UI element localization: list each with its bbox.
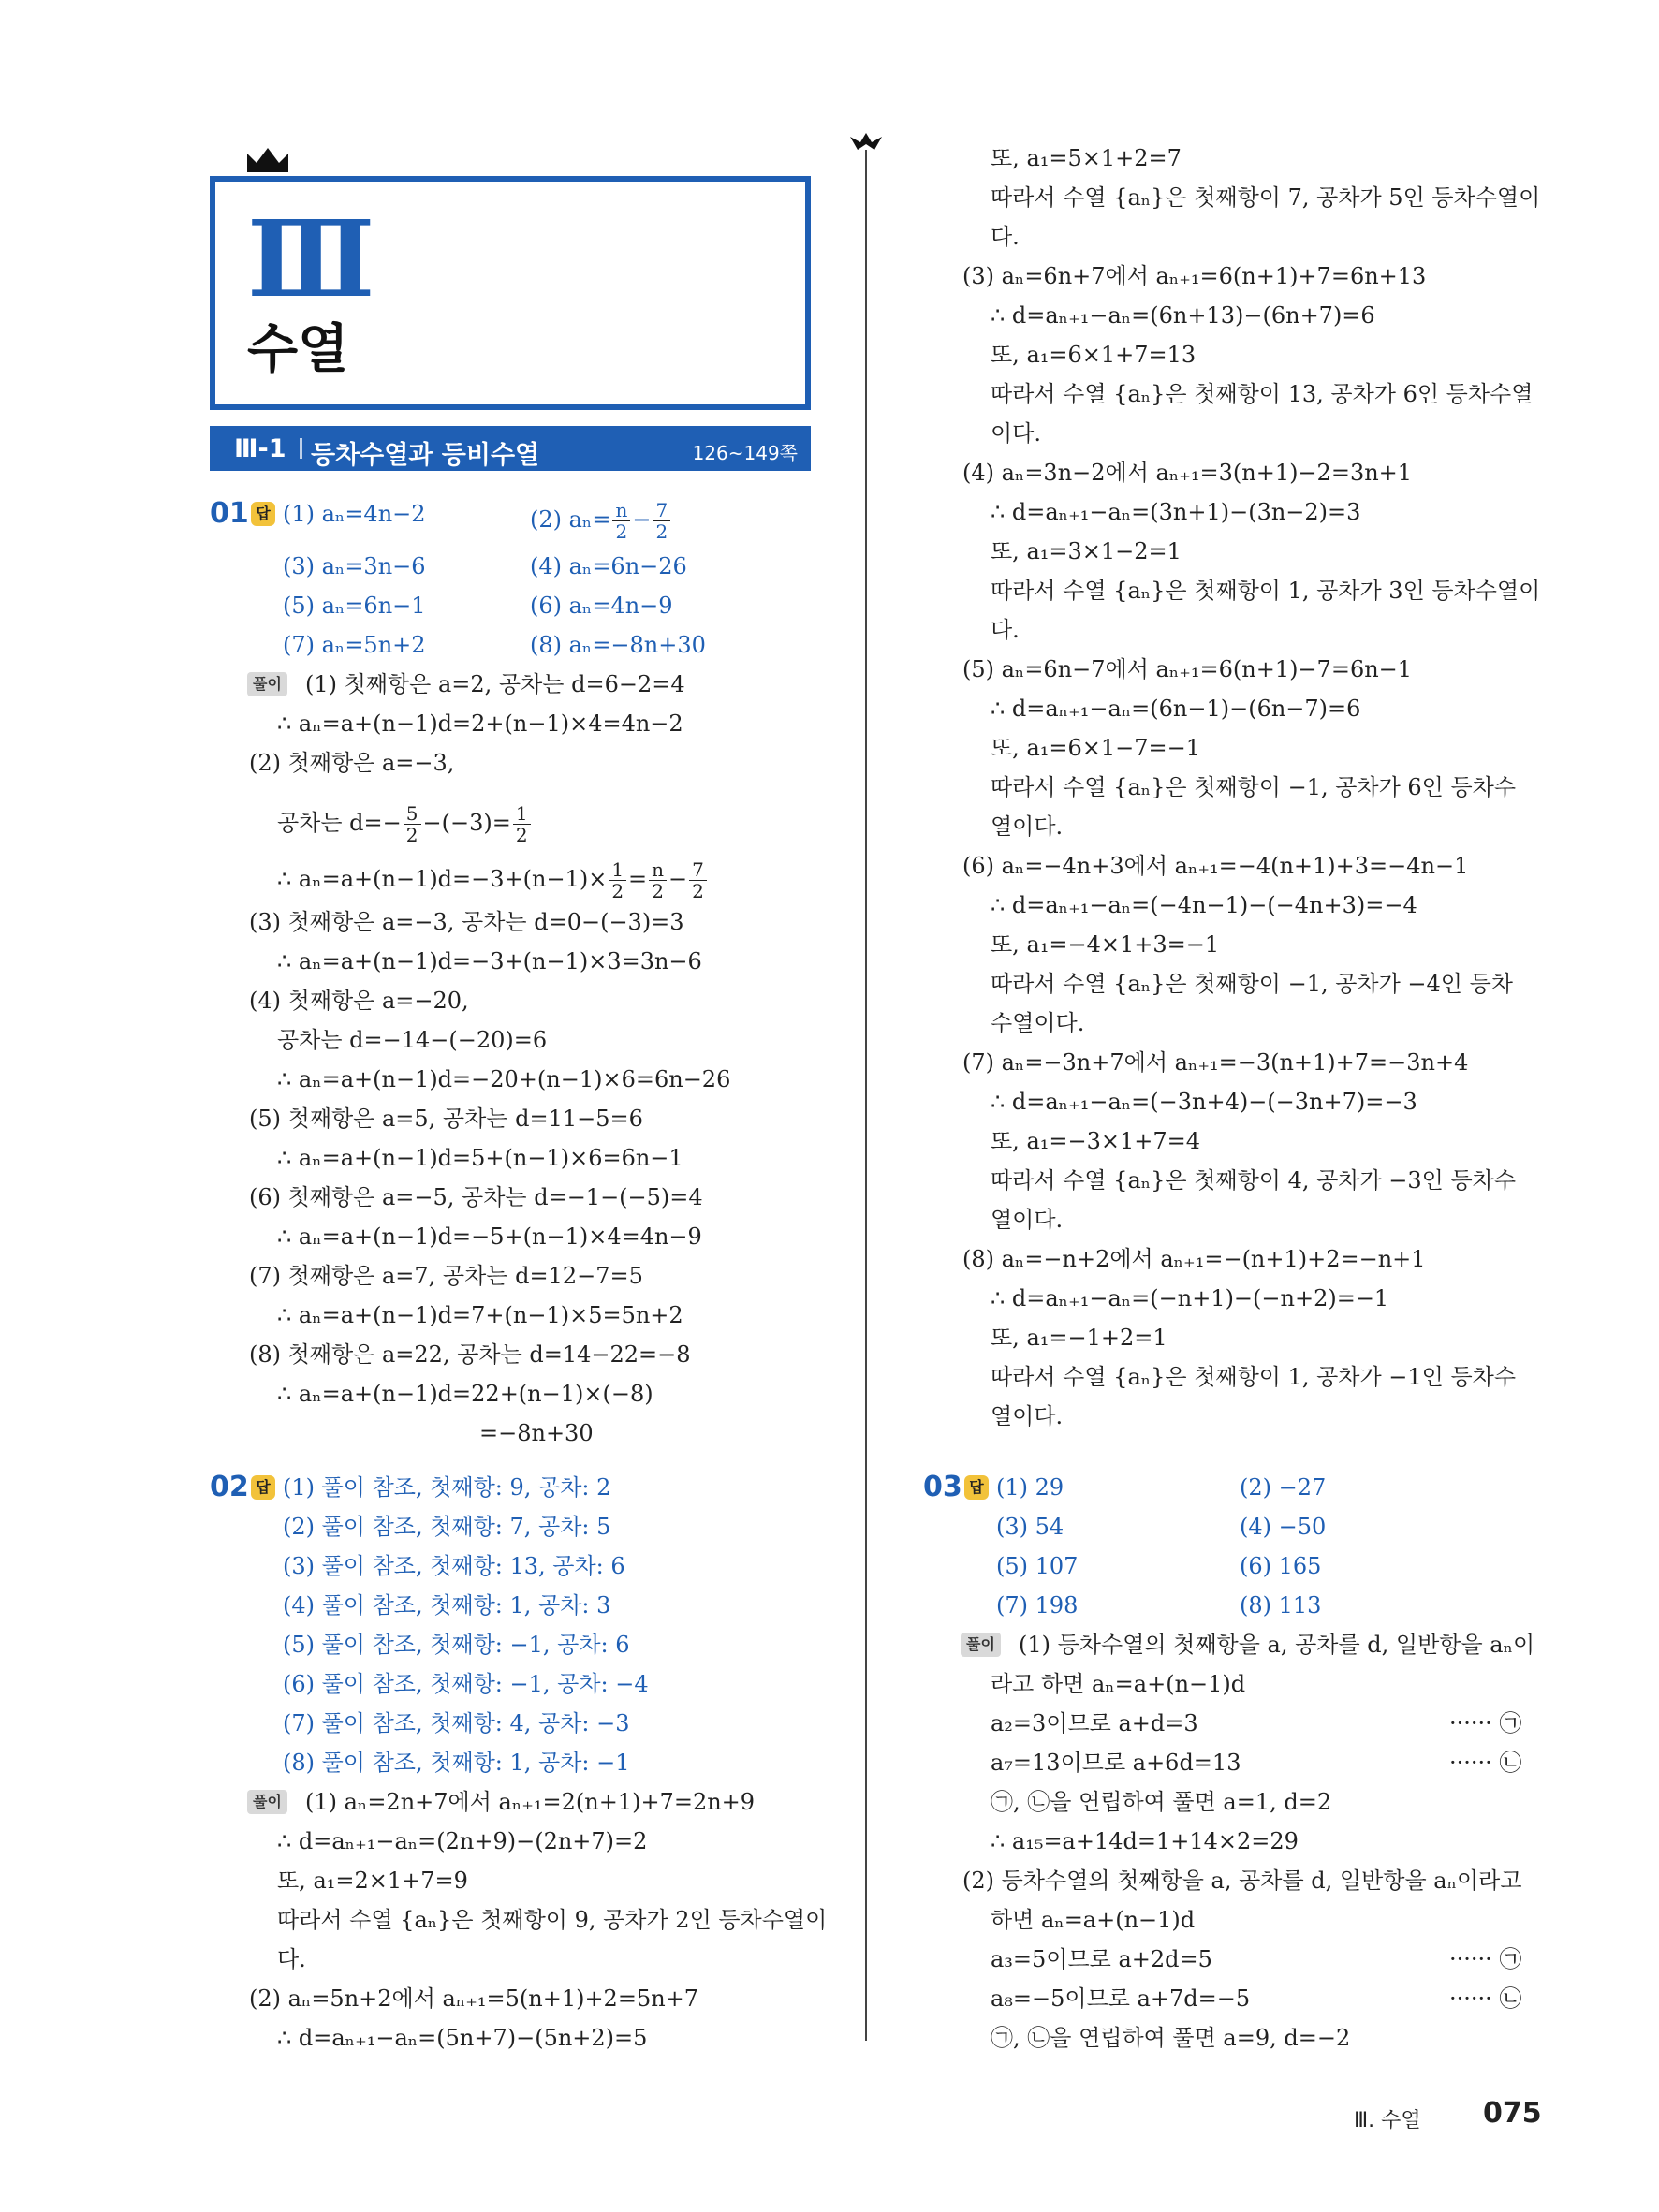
q01-sol-line: ∴ aₙ=a+(n−1)d=2+(n−1)×4=4n−2 bbox=[277, 710, 683, 737]
right-sol-line: (8) aₙ=−n+2에서 aₙ₊₁=−(n+1)+2=−n+1 bbox=[962, 1246, 1426, 1272]
q03-sol-line: a₂=3이므로 a+d=3 bbox=[991, 1710, 1198, 1736]
fraction: $\frac{7}{2}$ bbox=[653, 500, 670, 542]
q03-sol-line: (1) 등차수열의 첫째항을 a, 공차를 d, 일반항을 aₙ이 bbox=[1019, 1632, 1535, 1658]
fraction: $\frac{7}{2}$ bbox=[689, 859, 707, 901]
right-sol-line: 또, a₁=5×1+2=7 bbox=[991, 145, 1182, 171]
section-header-bar bbox=[210, 426, 811, 471]
q01-sol-line: ∴ aₙ=a+(n−1)d=−3+(n−1)× $\frac{1}{2}$ = $\frac{n}{2}$ − $\frac{7}{2}$ bbox=[277, 859, 709, 901]
q01-sol-line: ∴ aₙ=a+(n−1)d=5+(n−1)×6=6n−1 bbox=[277, 1145, 683, 1171]
q02-answer: (1) 풀이 참조, 첫째항: 9, 공차: 2 bbox=[283, 1474, 611, 1501]
right-sol-line: ∴ d=aₙ₊₁−aₙ=(−3n+4)−(−3n+7)=−3 bbox=[991, 1089, 1417, 1115]
q03-sol-line: ∴ a₁₅=a+14d=1+14×2=29 bbox=[991, 1828, 1299, 1854]
solution-badge: 풀이 bbox=[247, 1790, 287, 1814]
q01-sol-line: (5) 첫째항은 a=5, 공차는 d=11−5=6 bbox=[249, 1106, 643, 1132]
fraction: $\frac{5}{2}$ bbox=[404, 803, 421, 845]
right-sol-line: 또, a₁=−3×1+7=4 bbox=[991, 1128, 1200, 1154]
equation-marker: ······ ㉠ bbox=[1449, 1710, 1522, 1736]
right-sol-line: 따라서 수열 {aₙ}은 첫째항이 −1, 공차가 6인 등차수 bbox=[991, 774, 1517, 800]
section-name: 등차수열과 등비수열 bbox=[311, 441, 540, 470]
right-sol-line: 다. bbox=[991, 617, 1020, 643]
q03-answer: (6) 165 bbox=[1240, 1553, 1322, 1579]
right-sol-line: 따라서 수열 {aₙ}은 첫째항이 −1, 공차가 −4인 등차 bbox=[991, 971, 1513, 997]
fraction: $\frac{n}{2}$ bbox=[649, 859, 667, 901]
q03-answer: (2) −27 bbox=[1240, 1474, 1327, 1501]
right-sol-line: ∴ d=aₙ₊₁−aₙ=(6n+13)−(6n+7)=6 bbox=[991, 302, 1375, 329]
q03-sol-line: 라고 하면 aₙ=a+(n−1)d bbox=[991, 1671, 1246, 1697]
q03-sol-line: ㉠, ㉡을 연립하여 풀면 a=1, d=2 bbox=[991, 1789, 1332, 1815]
right-sol-line: 열이다. bbox=[991, 1207, 1064, 1233]
q01-answer-1: (1) aₙ=4n−2 bbox=[283, 501, 426, 527]
chapter-numeral: Ⅲ bbox=[247, 198, 374, 321]
q01-sol-line: ∴ aₙ=a+(n−1)d=−20+(n−1)×6=6n−26 bbox=[277, 1066, 731, 1092]
q02-sol-line: ∴ d=aₙ₊₁−aₙ=(5n+7)−(5n+2)=5 bbox=[277, 2025, 648, 2051]
right-sol-line: (3) aₙ=6n+7에서 aₙ₊₁=6(n+1)+7=6n+13 bbox=[962, 263, 1427, 289]
right-sol-line: 이다. bbox=[991, 420, 1041, 447]
solution-badge: 풀이 bbox=[247, 672, 287, 696]
q01-answer-6: (6) aₙ=4n−9 bbox=[530, 593, 673, 619]
section-code: Ⅲ-1 bbox=[234, 434, 286, 463]
footer-chapter-label: Ⅲ. 수열 bbox=[1354, 2109, 1421, 2132]
right-sol-line: (5) aₙ=6n−7에서 aₙ₊₁=6(n+1)−7=6n−1 bbox=[962, 656, 1413, 682]
right-sol-line: 따라서 수열 {aₙ}은 첫째항이 4, 공차가 −3인 등차수 bbox=[991, 1167, 1517, 1194]
q01-sol-line: ∴ aₙ=a+(n−1)d=−5+(n−1)×4=4n−9 bbox=[277, 1223, 702, 1250]
answer-badge: 답 bbox=[964, 1475, 989, 1500]
q01-sol-line: ∴ aₙ=a+(n−1)d=−3+(n−1)×3=3n−6 bbox=[277, 948, 702, 974]
chapter-title: 수열 bbox=[247, 319, 349, 380]
page-number: 075 bbox=[1483, 2097, 1542, 2130]
right-sol-line: 또, a₁=6×1+7=13 bbox=[991, 342, 1197, 368]
q01-sol-line: ∴ aₙ=a+(n−1)d=22+(n−1)×(−8) bbox=[277, 1381, 653, 1407]
answer-badge: 답 bbox=[251, 502, 275, 526]
right-sol-line: (6) aₙ=−4n+3에서 aₙ₊₁=−4(n+1)+3=−4n−1 bbox=[962, 853, 1469, 879]
q01-answer-2: (2) aₙ= $\frac{n}{2}$ − $\frac{7}{2}$ bbox=[530, 500, 672, 542]
question-number-01: 01 bbox=[210, 497, 249, 530]
q03-sol-line: a₇=13이므로 a+6d=13 bbox=[991, 1750, 1241, 1776]
equation-marker: ······ ㉠ bbox=[1449, 1946, 1522, 1972]
q02-answer: (3) 풀이 참조, 첫째항: 13, 공차: 6 bbox=[283, 1553, 625, 1579]
q03-answer: (7) 198 bbox=[996, 1592, 1079, 1619]
right-sol-line: (4) aₙ=3n−2에서 aₙ₊₁=3(n+1)−2=3n+1 bbox=[962, 460, 1413, 486]
question-number-03: 03 bbox=[923, 1471, 962, 1503]
solution-badge: 풀이 bbox=[961, 1633, 1001, 1657]
equation-marker: ······ ㉡ bbox=[1449, 1750, 1522, 1776]
q03-sol-line: (2) 등차수열의 첫째항을 a, 공차를 d, 일반항을 aₙ이라고 bbox=[962, 1868, 1522, 1894]
q02-answer: (4) 풀이 참조, 첫째항: 1, 공차: 3 bbox=[283, 1592, 611, 1619]
q03-answer: (3) 54 bbox=[996, 1514, 1064, 1540]
q03-sol-line: 하면 aₙ=a+(n−1)d bbox=[991, 1907, 1196, 1933]
right-sol-line: 따라서 수열 {aₙ}은 첫째항이 1, 공차가 3인 등차수열이 bbox=[991, 578, 1541, 604]
q01-sol-line: =−8n+30 bbox=[479, 1420, 594, 1446]
right-sol-line: 열이다. bbox=[991, 1403, 1064, 1429]
q03-answer: (5) 107 bbox=[996, 1553, 1079, 1579]
q01-answer-3: (3) aₙ=3n−6 bbox=[283, 553, 426, 579]
chapter-title-box bbox=[210, 176, 811, 410]
q02-sol-line: ∴ d=aₙ₊₁−aₙ=(2n+9)−(2n+7)=2 bbox=[277, 1828, 648, 1854]
right-sol-line: ∴ d=aₙ₊₁−aₙ=(−n+1)−(−n+2)=−1 bbox=[991, 1285, 1389, 1311]
right-sol-line: 또, a₁=−1+2=1 bbox=[991, 1325, 1167, 1351]
q02-sol-line: 다. bbox=[277, 1946, 306, 1972]
q02-sol-line: (1) aₙ=2n+7에서 aₙ₊₁=2(n+1)+7=2n+9 bbox=[305, 1789, 756, 1815]
q03-answer: (8) 113 bbox=[1240, 1592, 1322, 1619]
right-sol-line: ∴ d=aₙ₊₁−aₙ=(−4n−1)−(−4n+3)=−4 bbox=[991, 892, 1417, 918]
question-number-02: 02 bbox=[210, 1471, 249, 1503]
q02-answer: (6) 풀이 참조, 첫째항: −1, 공차: −4 bbox=[283, 1671, 649, 1697]
q01-sol-line: (3) 첫째항은 a=−3, 공차는 d=0−(−3)=3 bbox=[249, 909, 684, 935]
right-sol-line: 또, a₁=3×1−2=1 bbox=[991, 538, 1182, 564]
right-sol-line: 또, a₁=6×1−7=−1 bbox=[991, 735, 1200, 761]
q03-answer: (4) −50 bbox=[1240, 1514, 1327, 1540]
right-sol-line: 열이다. bbox=[991, 813, 1064, 840]
q02-sol-line: (2) aₙ=5n+2에서 aₙ₊₁=5(n+1)+2=5n+7 bbox=[249, 1985, 699, 2012]
q01-sol-line: (6) 첫째항은 a=−5, 공차는 d=−1−(−5)=4 bbox=[249, 1184, 703, 1210]
right-sol-line: (7) aₙ=−3n+7에서 aₙ₊₁=−3(n+1)+7=−3n+4 bbox=[962, 1049, 1469, 1076]
right-sol-line: 또, a₁=−4×1+3=−1 bbox=[991, 931, 1220, 958]
q01-sol-line: 공차는 d=− $\frac{5}{2}$ −(−3)= $\frac{1}{2}$ bbox=[277, 803, 533, 845]
q01-answer-7: (7) aₙ=5n+2 bbox=[283, 632, 426, 658]
fraction: $\frac{1}{2}$ bbox=[513, 803, 531, 845]
q03-sol-line: ㉠, ㉡을 연립하여 풀면 a=9, d=−2 bbox=[991, 2025, 1351, 2051]
right-sol-line: ∴ d=aₙ₊₁−aₙ=(3n+1)−(3n−2)=3 bbox=[991, 499, 1361, 525]
q01-sol-line: ∴ aₙ=a+(n−1)d=7+(n−1)×5=5n+2 bbox=[277, 1302, 683, 1328]
q02-sol-line: 따라서 수열 {aₙ}은 첫째항이 9, 공차가 2인 등차수열이 bbox=[277, 1907, 828, 1933]
right-sol-line: 수열이다. bbox=[991, 1010, 1085, 1036]
column-divider bbox=[865, 150, 867, 2041]
q01-answer-5: (5) aₙ=6n−1 bbox=[283, 593, 426, 619]
q02-sol-line: 또, a₁=2×1+7=9 bbox=[277, 1868, 468, 1894]
q01-sol-line: (8) 첫째항은 a=22, 공차는 d=14−22=−8 bbox=[249, 1341, 691, 1368]
q01-answer-8: (8) aₙ=−8n+30 bbox=[530, 632, 706, 658]
q01-sol-line: (2) 첫째항은 a=−3, bbox=[249, 750, 455, 776]
q01-sol-line: (1) 첫째항은 a=2, 공차는 d=6−2=4 bbox=[305, 671, 685, 697]
q02-answer: (8) 풀이 참조, 첫째항: 1, 공차: −1 bbox=[283, 1750, 630, 1776]
right-sol-line: 다. bbox=[991, 224, 1020, 250]
fraction: $\frac{1}{2}$ bbox=[609, 859, 626, 901]
answer-badge: 답 bbox=[251, 1475, 275, 1500]
q03-answer: (1) 29 bbox=[996, 1474, 1064, 1501]
q01-sol-line: (4) 첫째항은 a=−20, bbox=[249, 988, 469, 1014]
q01-answer-2-label: (2) aₙ= bbox=[530, 506, 611, 533]
right-sol-line: ∴ d=aₙ₊₁−aₙ=(6n−1)−(6n−7)=6 bbox=[991, 696, 1361, 722]
q01-answer-4: (4) aₙ=6n−26 bbox=[530, 553, 687, 579]
q03-sol-line: a₃=5이므로 a+2d=5 bbox=[991, 1946, 1212, 1972]
q02-answer: (7) 풀이 참조, 첫째항: 4, 공차: −3 bbox=[283, 1710, 630, 1736]
equation-marker: ······ ㉡ bbox=[1449, 1985, 1522, 2012]
q01-sol-line: 공차는 d=−14−(−20)=6 bbox=[277, 1027, 548, 1053]
right-sol-line: 따라서 수열 {aₙ}은 첫째항이 7, 공차가 5인 등차수열이 bbox=[991, 184, 1541, 211]
q02-answer: (5) 풀이 참조, 첫째항: −1, 공차: 6 bbox=[283, 1632, 630, 1658]
q01-sol-line: (7) 첫째항은 a=7, 공차는 d=12−7=5 bbox=[249, 1263, 643, 1289]
right-sol-line: 따라서 수열 {aₙ}은 첫째항이 1, 공차가 −1인 등차수 bbox=[991, 1364, 1517, 1390]
q03-sol-line: a₈=−5이므로 a+7d=−5 bbox=[991, 1985, 1251, 2012]
fraction: $\frac{n}{2}$ bbox=[612, 500, 630, 542]
crown-icon bbox=[245, 146, 290, 174]
section-page-range: 126~149쪽 bbox=[692, 442, 798, 464]
q02-answer: (2) 풀이 참조, 첫째항: 7, 공차: 5 bbox=[283, 1514, 611, 1540]
section-separator bbox=[300, 438, 302, 459]
right-sol-line: 따라서 수열 {aₙ}은 첫째항이 13, 공차가 6인 등차수열 bbox=[991, 381, 1534, 407]
